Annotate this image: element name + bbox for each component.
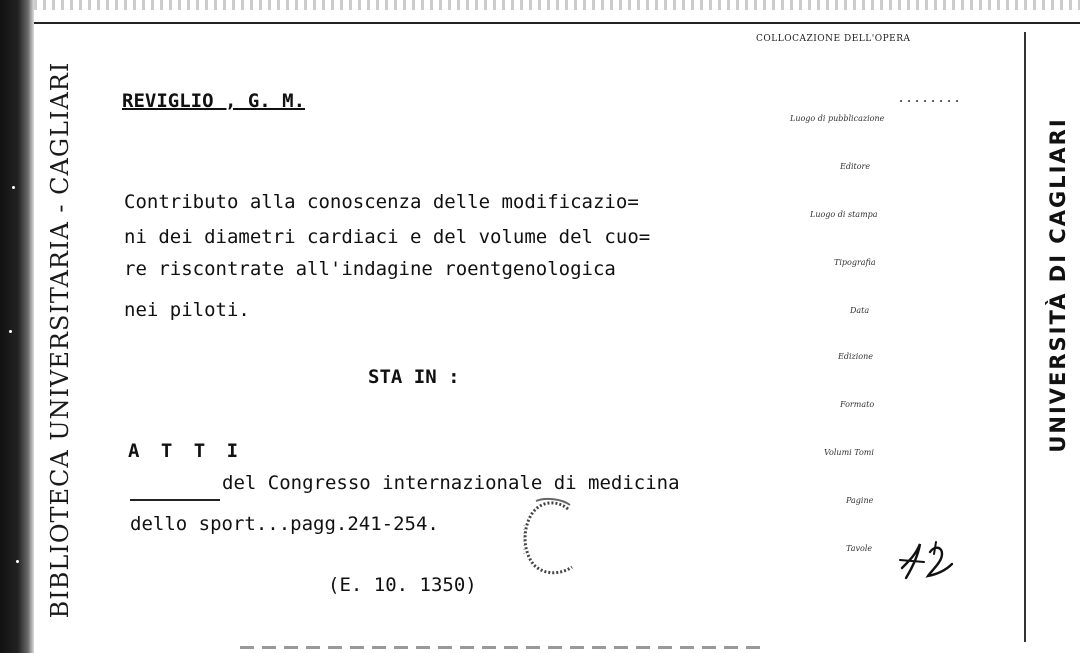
- author-name: REVIGLIO , G. M.: [122, 90, 306, 112]
- field-label: Data: [850, 306, 870, 315]
- edge-speck: [9, 330, 12, 333]
- field-label: Formato: [840, 400, 875, 409]
- field-label: Tipografia: [834, 258, 876, 267]
- bottom-scan-strip: [240, 646, 760, 649]
- scanned-left-edge: [0, 0, 34, 653]
- title-line: nei piloti.: [124, 299, 250, 321]
- top-rule: [34, 22, 1080, 24]
- field-label: Pagine: [846, 496, 874, 505]
- field-label: Luogo di pubblicazione: [790, 114, 885, 123]
- title-line: re riscontrate all'indagine roentgenologica: [124, 258, 616, 280]
- edge-speck: [16, 560, 19, 563]
- location-header: COLLOCAZIONE DELL'OPERA: [756, 34, 911, 44]
- title-line: Contributo alla conoscenza delle modificazio=: [124, 191, 639, 213]
- title-line: ni dei diametri cardiaci e del volume del cuo=: [124, 226, 651, 248]
- field-label: Luogo di stampa: [810, 210, 878, 219]
- field-label: Editore: [840, 162, 871, 171]
- field-label: Volumi Tomi: [824, 448, 874, 457]
- library-vertical-label: BIBLIOTECA UNIVERSITARIA - CAGLIARI: [46, 61, 74, 619]
- field-label: Edizione: [838, 352, 873, 361]
- top-scan-strip: [34, 0, 1080, 10]
- field-label: Tavole: [846, 544, 873, 553]
- university-vertical-label: UNIVERSITÀ DI CAGLIARI: [1046, 117, 1070, 453]
- right-divider-line: [1024, 32, 1026, 642]
- handwritten-signature: [898, 538, 956, 582]
- sta-in-label: STA IN :: [368, 366, 460, 388]
- congress-text: del Congresso internazionale di medicina: [222, 472, 680, 494]
- catalog-number: (E. 10. 1350): [328, 574, 477, 596]
- atti-label: A T T I: [128, 440, 244, 462]
- dotted-rule: [900, 100, 960, 102]
- sport-pages-text: dello sport...pagg.241-254.: [130, 513, 439, 535]
- blank-underline: [130, 499, 220, 501]
- edge-speck: [12, 186, 15, 189]
- library-stamp-mark: [516, 495, 586, 577]
